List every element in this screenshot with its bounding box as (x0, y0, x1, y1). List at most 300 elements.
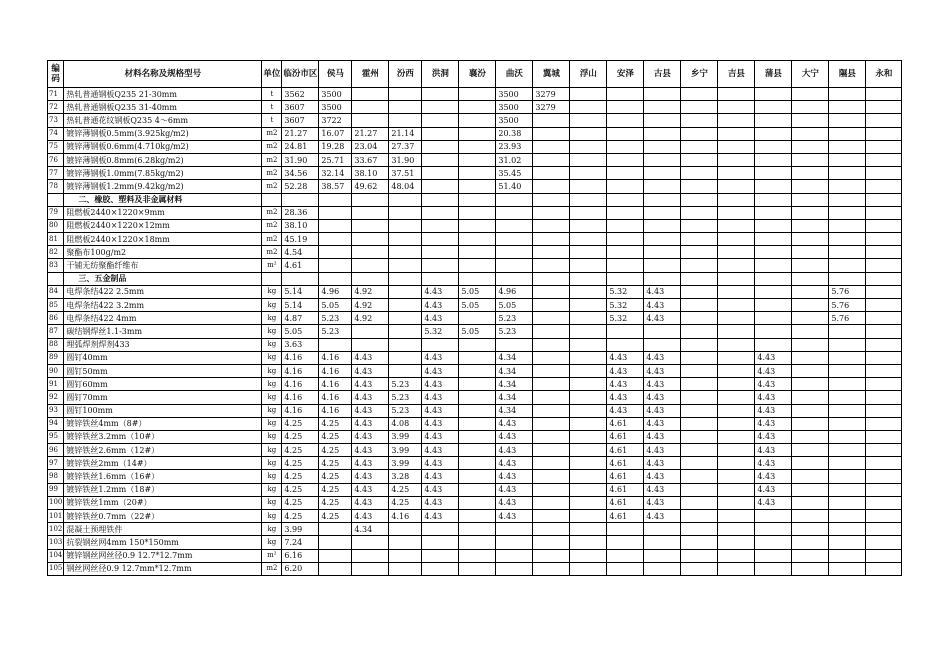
price-cell (681, 233, 718, 246)
price-cell: 4.16 (319, 351, 352, 364)
header-material-name: 材料名称及规格型号 (64, 61, 262, 88)
price-cell (792, 101, 829, 114)
price-cell: 37.51 (389, 167, 422, 180)
price-cell: 4.43 (352, 364, 389, 377)
price-cell (829, 391, 866, 404)
price-cell (681, 391, 718, 404)
row-code: 89 (48, 351, 64, 364)
price-cell (718, 523, 755, 536)
price-cell: 4.43 (644, 299, 681, 312)
price-cell: 4.43 (422, 496, 459, 509)
price-cell (866, 114, 902, 127)
price-cell (755, 325, 792, 338)
price-cell (459, 206, 496, 219)
price-cell: 4.43 (422, 285, 459, 298)
price-cell (533, 233, 570, 246)
price-cell (792, 510, 829, 523)
row-code (48, 272, 64, 285)
price-cell (755, 114, 792, 127)
price-table (47, 60, 902, 576)
price-cell (829, 483, 866, 496)
price-cell (389, 351, 422, 364)
price-cell: 24.81 (282, 140, 319, 153)
price-cell (459, 483, 496, 496)
price-cell (866, 457, 902, 470)
material-name: 钢丝网丝径0.9 12.7mm*12.7mm (64, 562, 262, 575)
price-cell (422, 523, 459, 536)
price-cell (607, 233, 644, 246)
unit-cell: m2 (262, 562, 282, 575)
price-cell (422, 206, 459, 219)
price-cell: 4.61 (607, 444, 644, 457)
price-cell (792, 325, 829, 338)
empty-cell (607, 193, 644, 206)
price-cell: 3607 (282, 114, 319, 127)
price-cell (681, 101, 718, 114)
material-name: 热轧普通钢板Q235 31-40mm (64, 101, 262, 114)
price-cell (644, 523, 681, 536)
price-cell: 3500 (496, 114, 533, 127)
price-cell: 4.43 (755, 378, 792, 391)
price-cell (389, 299, 422, 312)
price-cell (644, 338, 681, 351)
price-cell (792, 404, 829, 417)
price-cell (533, 417, 570, 430)
price-cell (570, 549, 607, 562)
price-cell (718, 378, 755, 391)
price-cell (570, 246, 607, 259)
price-cell: 4.43 (644, 457, 681, 470)
price-cell (459, 114, 496, 127)
price-cell (718, 206, 755, 219)
material-name: 电焊条结422 4mm (64, 312, 262, 325)
price-cell (681, 496, 718, 509)
price-cell (866, 219, 902, 232)
table-row (48, 101, 902, 114)
price-cell (866, 536, 902, 549)
price-cell: 5.76 (829, 299, 866, 312)
price-cell: 4.16 (389, 510, 422, 523)
price-cell: 4.43 (496, 510, 533, 523)
price-cell (422, 338, 459, 351)
price-cell (792, 285, 829, 298)
price-cell (829, 101, 866, 114)
price-cell (389, 364, 422, 377)
price-cell (496, 523, 533, 536)
price-cell: 51.40 (496, 180, 533, 193)
price-cell (866, 180, 902, 193)
price-cell (352, 246, 389, 259)
price-cell: 4.25 (389, 483, 422, 496)
unit-cell: kg (262, 430, 282, 443)
unit-cell: m2 (262, 206, 282, 219)
price-cell: 4.25 (282, 496, 319, 509)
price-cell: 4.43 (422, 457, 459, 470)
price-cell (681, 470, 718, 483)
price-cell (319, 233, 352, 246)
price-cell (718, 444, 755, 457)
price-cell (829, 496, 866, 509)
price-cell (459, 404, 496, 417)
table-row (48, 562, 902, 575)
unit-cell: t (262, 114, 282, 127)
price-cell: 4.61 (607, 417, 644, 430)
price-cell (681, 549, 718, 562)
price-cell: 4.61 (607, 430, 644, 443)
price-cell: 4.16 (319, 404, 352, 417)
price-cell (389, 219, 422, 232)
price-cell (718, 127, 755, 140)
price-cell (681, 430, 718, 443)
price-cell (644, 140, 681, 153)
material-name: 聚酯布100g/m2 (64, 246, 262, 259)
price-cell (644, 101, 681, 114)
price-cell: 4.43 (496, 430, 533, 443)
price-cell (570, 88, 607, 101)
price-cell (459, 549, 496, 562)
empty-cell (718, 193, 755, 206)
price-cell (459, 88, 496, 101)
price-cell (459, 127, 496, 140)
material-name: 镀锌铁丝2.6mm（12#） (64, 444, 262, 457)
price-cell (352, 206, 389, 219)
empty-cell (352, 193, 389, 206)
price-cell: 5.05 (496, 299, 533, 312)
price-cell: 3500 (496, 101, 533, 114)
price-cell (718, 562, 755, 575)
price-cell (352, 549, 389, 562)
unit-cell: kg (262, 312, 282, 325)
unit-cell: kg (262, 378, 282, 391)
price-cell: 4.43 (422, 510, 459, 523)
row-code (48, 193, 64, 206)
price-cell (459, 101, 496, 114)
unit-cell: m2 (262, 167, 282, 180)
price-cell (459, 364, 496, 377)
price-cell (792, 523, 829, 536)
price-cell (459, 417, 496, 430)
material-name: 镀锌铁丝3.2mm（10#） (64, 430, 262, 443)
row-code: 79 (48, 206, 64, 219)
price-cell (866, 246, 902, 259)
table-row (48, 496, 902, 509)
price-cell (718, 549, 755, 562)
empty-cell (681, 272, 718, 285)
row-code: 99 (48, 483, 64, 496)
price-cell: 4.43 (422, 299, 459, 312)
price-cell: 4.43 (496, 457, 533, 470)
price-cell (718, 246, 755, 259)
unit-cell: kg (262, 338, 282, 351)
price-cell (792, 496, 829, 509)
unit-cell: m2 (262, 127, 282, 140)
material-name: 埋弧焊剂焊剂433 (64, 338, 262, 351)
price-cell: 3279 (533, 101, 570, 114)
unit-cell: m2 (262, 180, 282, 193)
price-cell (792, 470, 829, 483)
empty-cell (389, 272, 422, 285)
price-cell (681, 219, 718, 232)
price-cell: 4.92 (352, 285, 389, 298)
price-cell (681, 206, 718, 219)
header-region: 吉县 (718, 61, 755, 88)
price-cell: 4.43 (644, 351, 681, 364)
row-code: 92 (48, 391, 64, 404)
price-cell: 4.43 (422, 470, 459, 483)
price-cell (389, 246, 422, 259)
table-row (48, 536, 902, 549)
price-cell (496, 206, 533, 219)
price-cell (718, 101, 755, 114)
price-cell (422, 167, 459, 180)
row-code: 71 (48, 88, 64, 101)
price-cell (459, 457, 496, 470)
price-cell: 4.61 (282, 259, 319, 272)
price-cell: 3.99 (282, 523, 319, 536)
price-cell: 5.05 (319, 299, 352, 312)
price-cell (681, 285, 718, 298)
price-cell (459, 246, 496, 259)
price-cell (718, 536, 755, 549)
price-cell (792, 88, 829, 101)
price-cell: 5.23 (389, 378, 422, 391)
material-name: 混凝土预埋铁件 (64, 523, 262, 536)
price-cell (389, 549, 422, 562)
empty-cell (570, 193, 607, 206)
price-cell (422, 233, 459, 246)
price-cell (607, 523, 644, 536)
price-cell (389, 285, 422, 298)
price-cell (792, 312, 829, 325)
price-cell (681, 562, 718, 575)
price-cell: 4.61 (607, 496, 644, 509)
row-code: 103 (48, 536, 64, 549)
price-cell (718, 325, 755, 338)
price-cell (866, 312, 902, 325)
price-cell (866, 549, 902, 562)
price-cell (570, 483, 607, 496)
price-cell (607, 549, 644, 562)
price-cell (792, 444, 829, 457)
price-cell (718, 285, 755, 298)
price-cell (389, 536, 422, 549)
price-cell (866, 523, 902, 536)
price-cell (866, 417, 902, 430)
price-cell (792, 246, 829, 259)
price-cell: 4.43 (422, 364, 459, 377)
price-cell: 4.43 (607, 378, 644, 391)
price-cell (533, 219, 570, 232)
price-cell: 31.90 (389, 153, 422, 166)
material-name: 干铺无纺聚酯纤维布 (64, 259, 262, 272)
table-row (48, 88, 902, 101)
price-cell (792, 299, 829, 312)
price-cell (607, 536, 644, 549)
material-name: 镀锌薄钢板1.2mm(9.42kg/m2) (64, 180, 262, 193)
price-cell (533, 312, 570, 325)
price-cell (459, 523, 496, 536)
price-cell (389, 101, 422, 114)
price-cell (607, 259, 644, 272)
empty-cell (496, 193, 533, 206)
empty-cell (755, 193, 792, 206)
unit-cell: m² (262, 259, 282, 272)
material-name: 镀锌铁丝1mm（20#） (64, 496, 262, 509)
price-cell (829, 259, 866, 272)
price-cell (570, 206, 607, 219)
row-code: 86 (48, 312, 64, 325)
table-row (48, 325, 902, 338)
unit-cell: kg (262, 299, 282, 312)
table-row (48, 338, 902, 351)
price-cell (570, 523, 607, 536)
price-cell: 38.10 (352, 167, 389, 180)
price-cell (681, 299, 718, 312)
price-cell (389, 325, 422, 338)
price-cell: 4.34 (496, 378, 533, 391)
price-cell (533, 246, 570, 259)
price-cell: 4.34 (496, 364, 533, 377)
header-region: 襄汾 (459, 61, 496, 88)
price-cell: 4.25 (319, 444, 352, 457)
price-cell (644, 114, 681, 127)
price-cell: 25.71 (319, 153, 352, 166)
header-region: 浮山 (570, 61, 607, 88)
row-code: 96 (48, 444, 64, 457)
empty-cell (422, 272, 459, 285)
empty-cell (533, 272, 570, 285)
price-cell: 4.43 (496, 470, 533, 483)
price-cell (792, 536, 829, 549)
price-cell (533, 444, 570, 457)
price-cell: 4.43 (422, 417, 459, 430)
price-cell (718, 88, 755, 101)
price-cell: 4.43 (755, 470, 792, 483)
price-cell: 23.04 (352, 140, 389, 153)
price-cell (533, 338, 570, 351)
price-cell (829, 536, 866, 549)
material-name: 镀锌铁丝1.2mm（18#） (64, 483, 262, 496)
price-cell: 4.43 (607, 404, 644, 417)
price-cell: 4.43 (755, 483, 792, 496)
header-region: 蒲县 (755, 61, 792, 88)
price-cell: 4.43 (422, 444, 459, 457)
price-cell (496, 246, 533, 259)
header-region: 古县 (644, 61, 681, 88)
price-cell (681, 483, 718, 496)
unit-cell: kg (262, 536, 282, 549)
price-cell (718, 167, 755, 180)
price-cell (352, 536, 389, 549)
unit-cell: kg (262, 470, 282, 483)
price-cell: 4.43 (496, 496, 533, 509)
price-cell (570, 114, 607, 127)
price-cell (319, 206, 352, 219)
price-cell (866, 470, 902, 483)
unit-cell: kg (262, 457, 282, 470)
price-cell (570, 233, 607, 246)
price-cell (496, 549, 533, 562)
price-cell (352, 338, 389, 351)
price-cell: 4.43 (755, 496, 792, 509)
price-cell: 5.23 (319, 312, 352, 325)
price-cell (829, 444, 866, 457)
price-cell: 6.20 (282, 562, 319, 575)
price-cell (644, 259, 681, 272)
price-cell (459, 259, 496, 272)
price-cell (718, 140, 755, 153)
row-code: 83 (48, 259, 64, 272)
price-cell: 4.43 (422, 312, 459, 325)
price-cell (570, 444, 607, 457)
price-cell (829, 470, 866, 483)
table-row (48, 549, 902, 562)
unit-cell: kg (262, 351, 282, 364)
price-cell: 5.76 (829, 285, 866, 298)
table-row (48, 259, 902, 272)
price-cell (866, 338, 902, 351)
price-cell: 4.25 (282, 444, 319, 457)
price-cell: 35.45 (496, 167, 533, 180)
price-cell: 3500 (496, 88, 533, 101)
price-cell (607, 206, 644, 219)
price-cell: 3500 (319, 101, 352, 114)
empty-cell (352, 272, 389, 285)
price-cell: 4.25 (389, 496, 422, 509)
material-name: 阻燃板2440×1220×9mm (64, 206, 262, 219)
price-cell: 4.43 (352, 457, 389, 470)
price-cell (792, 219, 829, 232)
price-cell: 28.36 (282, 206, 319, 219)
empty-cell (681, 193, 718, 206)
price-cell (718, 496, 755, 509)
row-code: 80 (48, 219, 64, 232)
price-cell (718, 351, 755, 364)
price-cell (570, 364, 607, 377)
price-cell: 5.32 (422, 325, 459, 338)
material-name: 镀锌薄钢板0.6mm(4.710kg/m2) (64, 140, 262, 153)
price-cell (570, 153, 607, 166)
table-row (48, 167, 902, 180)
price-cell: 4.16 (319, 364, 352, 377)
price-cell (607, 127, 644, 140)
row-code: 78 (48, 180, 64, 193)
price-cell: 4.43 (352, 496, 389, 509)
price-cell (829, 325, 866, 338)
price-cell: 4.43 (352, 378, 389, 391)
price-cell (792, 562, 829, 575)
price-cell (533, 206, 570, 219)
price-cell (866, 140, 902, 153)
price-cell (319, 523, 352, 536)
empty-cell (792, 193, 829, 206)
price-cell: 38.10 (282, 219, 319, 232)
price-cell: 4.16 (319, 391, 352, 404)
price-cell: 4.43 (352, 483, 389, 496)
price-cell: 4.43 (755, 444, 792, 457)
price-cell (755, 127, 792, 140)
price-cell: 45.19 (282, 233, 319, 246)
price-cell (570, 457, 607, 470)
price-cell (570, 180, 607, 193)
price-cell (755, 101, 792, 114)
price-cell (755, 562, 792, 575)
price-cell (718, 470, 755, 483)
price-cell (644, 219, 681, 232)
price-cell (570, 299, 607, 312)
row-code: 97 (48, 457, 64, 470)
header-row (48, 61, 902, 88)
